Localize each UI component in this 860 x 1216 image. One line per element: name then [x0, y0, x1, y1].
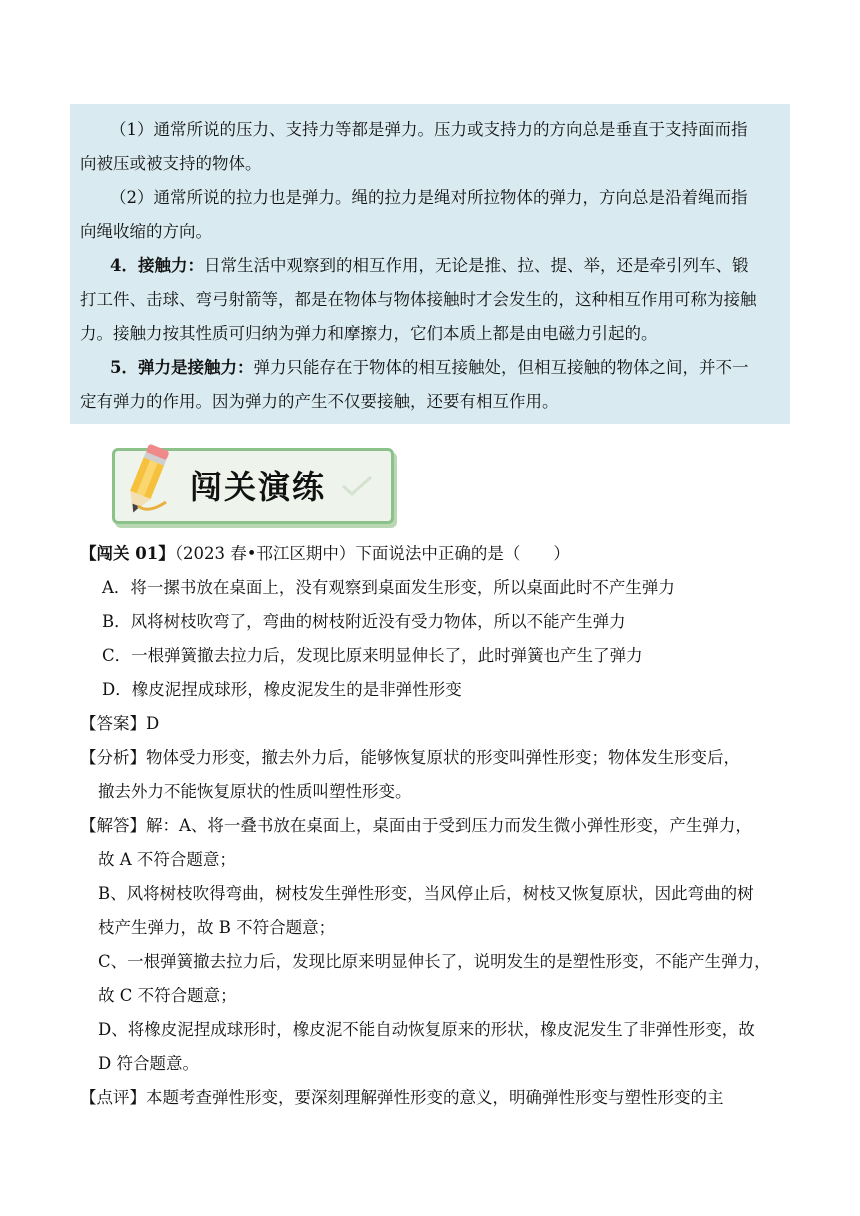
item5-line-2: 定有弹力的作用。因为弹力的产生不仅要接触，还要有相互作用。 [80, 392, 559, 411]
option-d: D．橡皮泥捏成球形，橡皮泥发生的是非弹性形变 [102, 680, 462, 699]
item4-first-line [110, 255, 748, 277]
box-line-3: （2）通常所说的拉力也是弹力。绳的拉力是绳对所拉物体的弹力，方向总是沿着绳而指 [110, 188, 748, 207]
banner-title: 闯关演练 [190, 468, 327, 506]
item4-text: 日常生活中观察到的相互作用，无论是推、拉、提、举，还是牵引列车、锻 [203, 256, 749, 275]
solution-line-2: 故 A 不符合题意； [98, 850, 236, 869]
box-line-4: 向绳收缩的方向。 [80, 222, 212, 241]
item4-line-3: 力。接触力按其性质可归纳为弹力和摩擦力，它们本质上都是由电磁力引起的。 [80, 324, 658, 343]
question-line [80, 543, 570, 565]
solution-line-1: 【解答】解：A、将一叠书放在桌面上，桌面由于受到压力而发生微小弹性形变，产生弹力， [80, 816, 752, 835]
pencil-icon [108, 444, 188, 524]
solution-line-6: 故 C 不符合题意； [98, 986, 237, 1005]
answer-line: 【答案】D [80, 714, 160, 733]
item4-line-2: 打工件、击球、弯弓射箭等，都是在物体与物体接触时才会发生的，这种相互作用可称为接触 [80, 290, 757, 309]
solution-line-8: D 符合题意。 [98, 1054, 199, 1073]
option-c: C．一根弹簧撤去拉力后，发现比原来明显伸长了，此时弹簧也产生了弹力 [102, 646, 643, 665]
item5-first-line [110, 357, 748, 379]
item5-title: 5．弹力是接触力： [110, 358, 254, 377]
option-a: A．将一摞书放在桌面上，没有观察到桌面发生形变，所以桌面此时不产生弹力 [102, 578, 675, 597]
item4-title: 4．接触力： [110, 256, 204, 275]
item5-text: 弹力只能存在于物体的相互接触处，但相互接触的物体之间，并不一 [253, 358, 749, 377]
check-icon [340, 474, 374, 498]
solution-line-3: B、风将树枝吹得弯曲，树枝发生弹性形变，当风停止后，树枝又恢复原状，因此弯曲的树 [98, 884, 754, 903]
box-line-1: （1）通常所说的压力、支持力等都是弹力。压力或支持力的方向总是垂直于支持面而指 [110, 120, 748, 139]
analysis-line-2: 撤去外力不能恢复原状的性质叫塑性形变。 [98, 782, 412, 801]
option-b: B．风将树枝吹弯了，弯曲的树枝附近没有受力物体，所以不能产生弹力 [102, 612, 626, 631]
solution-line-5: C、一根弹簧撤去拉力后，发现比原来明显伸长了，说明发生的是塑性形变，不能产生弹力， [98, 952, 771, 971]
solution-line-4: 枝产生弹力，故 B 不符合题意； [98, 918, 336, 937]
question-tag: 【闯关 01】 [80, 544, 175, 563]
question-stem: （2023 春•邗江区期中）下面说法中正确的是（ ） [174, 544, 570, 563]
comment-line: 【点评】本题考查弹性形变，要深刻理解弹性形变的意义，明确弹性形变与塑性形变的主 [80, 1088, 724, 1107]
analysis-line-1: 【分析】物体受力形变，撤去外力后，能够恢复原状的形变叫弹性形变；物体发生形变后， [80, 748, 740, 767]
section-banner [108, 444, 390, 524]
solution-line-7: D、将橡皮泥捏成球形时，橡皮泥不能自动恢复原来的形状，橡皮泥发生了非弹性形变，故 [98, 1020, 755, 1039]
box-line-2: 向被压或被支持的物体。 [80, 154, 262, 173]
